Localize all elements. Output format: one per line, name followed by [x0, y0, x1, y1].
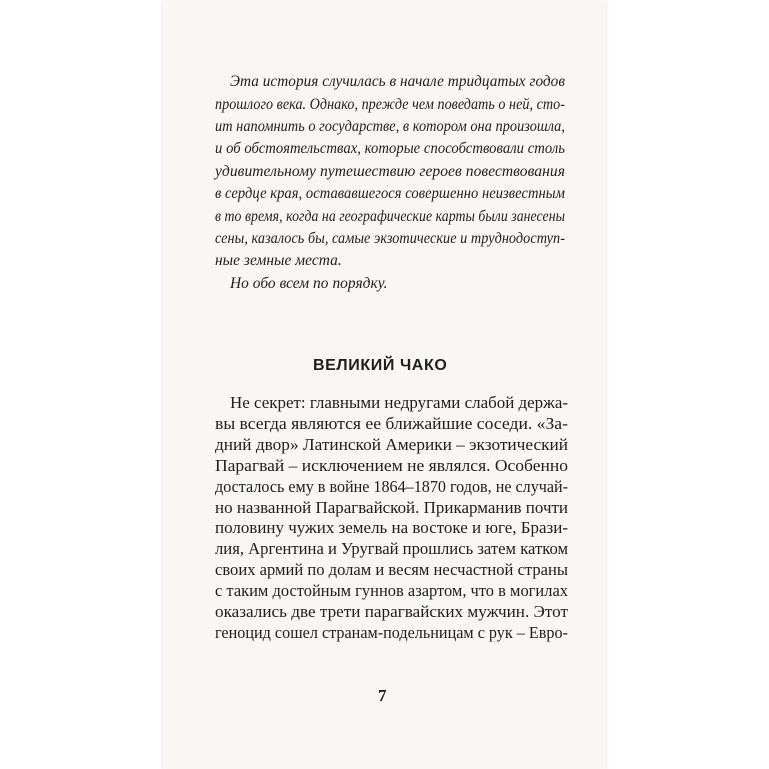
body-line: вы всегда являются ее ближайшие соседи. «За- — [215, 413, 568, 433]
body-line: лия, Аргентина и Уругвай прошлись затем катком — [215, 539, 568, 559]
body-line: но названной Парагвайской. Прикарманив почти — [215, 497, 568, 517]
intro-line: Но обо всем по порядку. — [230, 275, 388, 292]
body-line: досталось ему в войне 1864–1870 годов, не случай- — [215, 476, 568, 496]
intro-line: и об обстоятельствах, которые способствовали столь — [215, 140, 565, 157]
page-number: 7 — [378, 686, 387, 705]
intro-line: удивительному путешествию героев повествования — [215, 163, 565, 180]
body-line: геноцид сошел странам-подельницам с рук – Евро- — [215, 622, 568, 642]
intro-line: прошлого века. Однако, прежде чем поведать о ней, сто- — [215, 96, 565, 113]
intro-line: в то время, когда на географические карты были занесены — [215, 208, 565, 225]
intro-line: Эта история случилась в начале тридцатых годов — [230, 73, 565, 90]
body-line: своих армий по долам и весям несчастной страны — [215, 560, 568, 580]
intro-line: сены, казалось бы, самые экзотические и труднодоступ- — [215, 230, 565, 247]
body-line: оказались две трети парагвайских мужчин. Этот — [215, 602, 568, 621]
intro-line: в сердце края, остававшегося совершенно неизвестным — [215, 185, 565, 202]
book-page — [163, 0, 606, 769]
intro-line: ит напомнить о государстве, в котором она произошла, — [215, 118, 565, 135]
section-heading: ВЕЛИКИЙ ЧАКО — [313, 357, 448, 374]
intro-line: ные земные места. — [215, 252, 342, 269]
body-line: дний двор» Латинской Америки – экзотический — [215, 434, 568, 454]
body-line: половину чужих земель на востоке и юге, Брази- — [215, 518, 568, 538]
body-line: Не секрет: главными недругами слабой держа- — [230, 393, 568, 412]
body-line: с таким достойным гуннов азартом, что в могилах — [215, 581, 568, 601]
body-line: Парагвай – исключением не являлся. Особенно — [215, 455, 568, 475]
